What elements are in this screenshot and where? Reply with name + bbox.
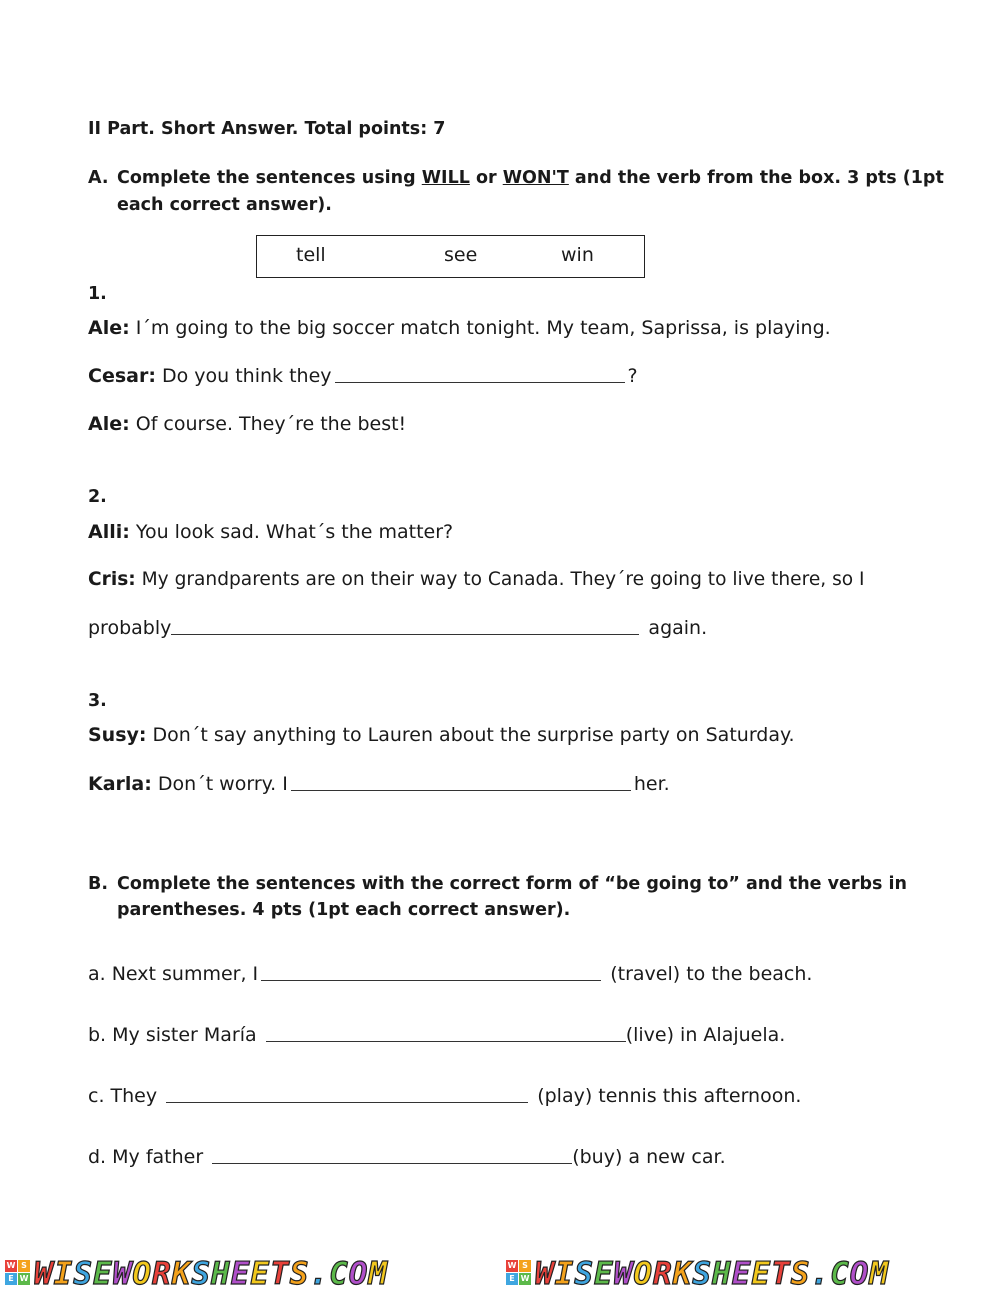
will-word: WILL — [421, 168, 470, 188]
dialogue-text: Of course. They´re the best! — [129, 413, 407, 435]
exercise-item — [88, 1085, 801, 1107]
speaker: Karla: — [88, 773, 152, 795]
logo-tile: S — [519, 1260, 531, 1272]
item-text: b. My sister María — [88, 1024, 257, 1046]
dialogue-end: ? — [627, 365, 638, 387]
answer-blank[interactable] — [171, 634, 639, 635]
answer-blank[interactable] — [291, 790, 631, 791]
question-number: 3. — [88, 691, 107, 711]
exercise-item — [88, 1024, 785, 1046]
answer-blank[interactable] — [266, 1041, 626, 1042]
dialogue-line — [88, 569, 865, 590]
speaker: Susy: — [88, 724, 147, 746]
part-a-letter: A. — [88, 168, 109, 188]
verb-box-word: see — [444, 244, 478, 266]
dialogue-text: You look sad. What´s the matter? — [129, 521, 454, 543]
question-number: 1. — [88, 284, 107, 304]
item-end: (play) tennis this afternoon. — [537, 1085, 802, 1107]
dialogue-end: her. — [633, 773, 670, 795]
dialogue-text: probably — [88, 617, 172, 639]
logo-tile: W — [19, 1274, 29, 1283]
dialogue-text: Don´t say anything to Lauren about the surprise party on Saturday. — [146, 724, 795, 746]
part-b-instruction: Complete the sentences with the correct form of “be going to” and the verbs in — [117, 874, 908, 894]
answer-blank[interactable] — [335, 382, 625, 383]
part-a-post: and the verb from the box. 3 pts (1pt — [568, 168, 944, 188]
part-a-or: or — [469, 168, 503, 188]
answer-blank[interactable] — [261, 980, 601, 981]
dialogue-text: My grandparents are on their way to Canada. They´re going to live there, so I — [135, 569, 865, 590]
worksheet-logo-icon — [506, 1260, 532, 1286]
dialogue-line — [88, 317, 831, 339]
logo-tile: E — [506, 1273, 518, 1285]
part-a-instruction — [117, 168, 944, 188]
item-end: (buy) a new car. — [572, 1146, 726, 1168]
dialogue-line — [88, 365, 638, 387]
dialogue-line — [88, 724, 795, 746]
item-text: c. They — [88, 1085, 158, 1107]
watermark-footer — [0, 1250, 1000, 1291]
part-b-instruction-line2: parentheses. 4 pts (1pt each correct answer). — [117, 900, 571, 920]
answer-blank[interactable] — [212, 1163, 572, 1164]
question-number: 2. — [88, 487, 107, 507]
logo-tile: W — [507, 1261, 517, 1270]
dialogue-line — [88, 617, 707, 639]
watermark-text: WISEWORKSHEETS.COM — [535, 1256, 890, 1292]
speaker: Cris: — [88, 569, 136, 590]
dialogue-line — [88, 413, 406, 435]
watermark-text: WISEWORKSHEETS.COM — [34, 1256, 389, 1292]
verb-box — [256, 235, 645, 278]
verb-box-word: win — [561, 244, 594, 266]
speaker: Alli: — [88, 521, 130, 543]
item-text: a. Next summer, I — [88, 963, 259, 985]
part-a-instruction-line2: each correct answer). — [117, 195, 332, 215]
dialogue-text: Don´t worry. I — [151, 773, 288, 795]
logo-tile: S — [18, 1260, 30, 1272]
dialogue-text: Do you think they — [155, 365, 332, 387]
worksheet-logo-icon — [5, 1260, 31, 1286]
part-b-letter: B. — [88, 874, 108, 894]
item-end: (live) in Alajuela. — [625, 1024, 786, 1046]
section-title: II Part. Short Answer. Total points: 7 — [88, 119, 446, 139]
logo-tile: E — [5, 1273, 17, 1285]
wont-word: WON'T — [502, 168, 569, 188]
part-a-pre: Complete the sentences using — [117, 168, 422, 188]
dialogue-end: again. — [648, 617, 708, 639]
speaker: Ale: — [88, 413, 130, 435]
dialogue-text: I´m going to the big soccer match tonight. My team, Saprissa, is playing. — [129, 317, 831, 339]
exercise-item — [88, 1146, 726, 1168]
speaker: Ale: — [88, 317, 130, 339]
speaker: Cesar: — [88, 365, 156, 387]
answer-blank[interactable] — [166, 1102, 528, 1103]
logo-tile: W — [6, 1261, 16, 1270]
logo-tile: W — [520, 1274, 530, 1283]
verb-box-word: tell — [296, 244, 326, 266]
item-text: d. My father — [88, 1146, 204, 1168]
dialogue-line — [88, 521, 453, 543]
dialogue-line — [88, 773, 670, 795]
exercise-item — [88, 963, 812, 985]
item-end: (travel) to the beach. — [610, 963, 813, 985]
